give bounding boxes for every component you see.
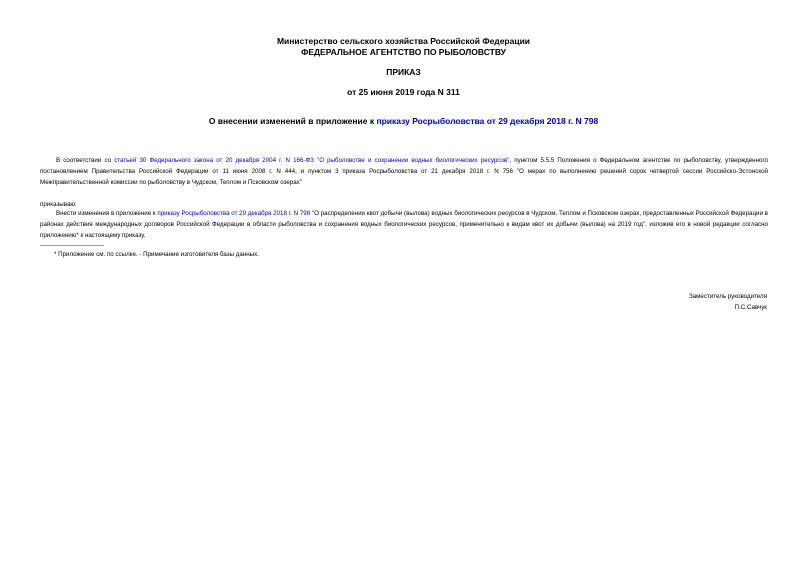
preamble-text-1: В соответствии со xyxy=(56,157,115,164)
federal-law-link[interactable]: статьей 30 Федерального закона от 20 декабря 2004 г. N 166-ФЗ "О рыболовстве и сохранении водных биологических ресурсов" xyxy=(114,157,510,164)
footnote-divider xyxy=(40,245,104,246)
agency-heading: ФЕДЕРАЛЬНОЕ АГЕНТСТВО ПО РЫБОЛОВСТВУ xyxy=(301,47,506,57)
preamble-paragraph xyxy=(40,155,768,188)
order-paragraph xyxy=(40,208,768,241)
order-text-1: Внести изменения в приложение к xyxy=(56,210,158,217)
doc-date-number: от 25 июня 2019 года N 311 xyxy=(347,87,460,97)
signatory-name: П.С.Савчук xyxy=(734,304,767,311)
ministry-heading: Министерство сельского хозяйства Российской Федерации xyxy=(276,36,531,46)
doc-type-heading: ПРИКАЗ xyxy=(386,67,421,77)
document-title xyxy=(0,116,807,127)
order-word: приказываю: xyxy=(40,201,77,208)
title-link[interactable]: приказу Росрыболовства от 29 декабря 2018 г. N 798 xyxy=(376,116,599,126)
order-text-2: "О распределении квот добычи (вылова) водных биологических ресурсов в Чудском, Теплом и Псковском озерах, предоставленных Российской Федерации в районах действия международных договоров Российской Федерации в области рыболовства и сохранения водных биологических ресурсов, применительно к видам квот их добычи (вылова) на 2019 год", изложив его в новой редакции согласно приложению* к настоящему приказу. xyxy=(40,210,768,239)
preamble-text-2: , пунктом 5.5.5 Положения о Федеральном агентстве по рыболовству, утвержденного постановлением Правительства Российской Федерации от 11 июня 2008 г. N 444, и пунктом 3 приказа Росрыболовства от 21 декабря 2018 г. N 756 "О мерах по выполнению решений сорок четвертой сессии Российско-Эстонской Межправительственной комиссии по рыболовству в Чудском, Теплом и Псковском озерах" xyxy=(40,157,768,186)
signatory-position: Заместитель руководителя xyxy=(688,293,767,300)
order-798-link[interactable]: приказу Росрыболовства от 29 декабря 2018 г. N 798 xyxy=(157,210,311,217)
title-prefix: О внесении изменений в приложение к xyxy=(208,116,377,126)
footnote: * Приложение см. по ссылке. - Примечание изготовителя базы данных. xyxy=(54,251,259,258)
